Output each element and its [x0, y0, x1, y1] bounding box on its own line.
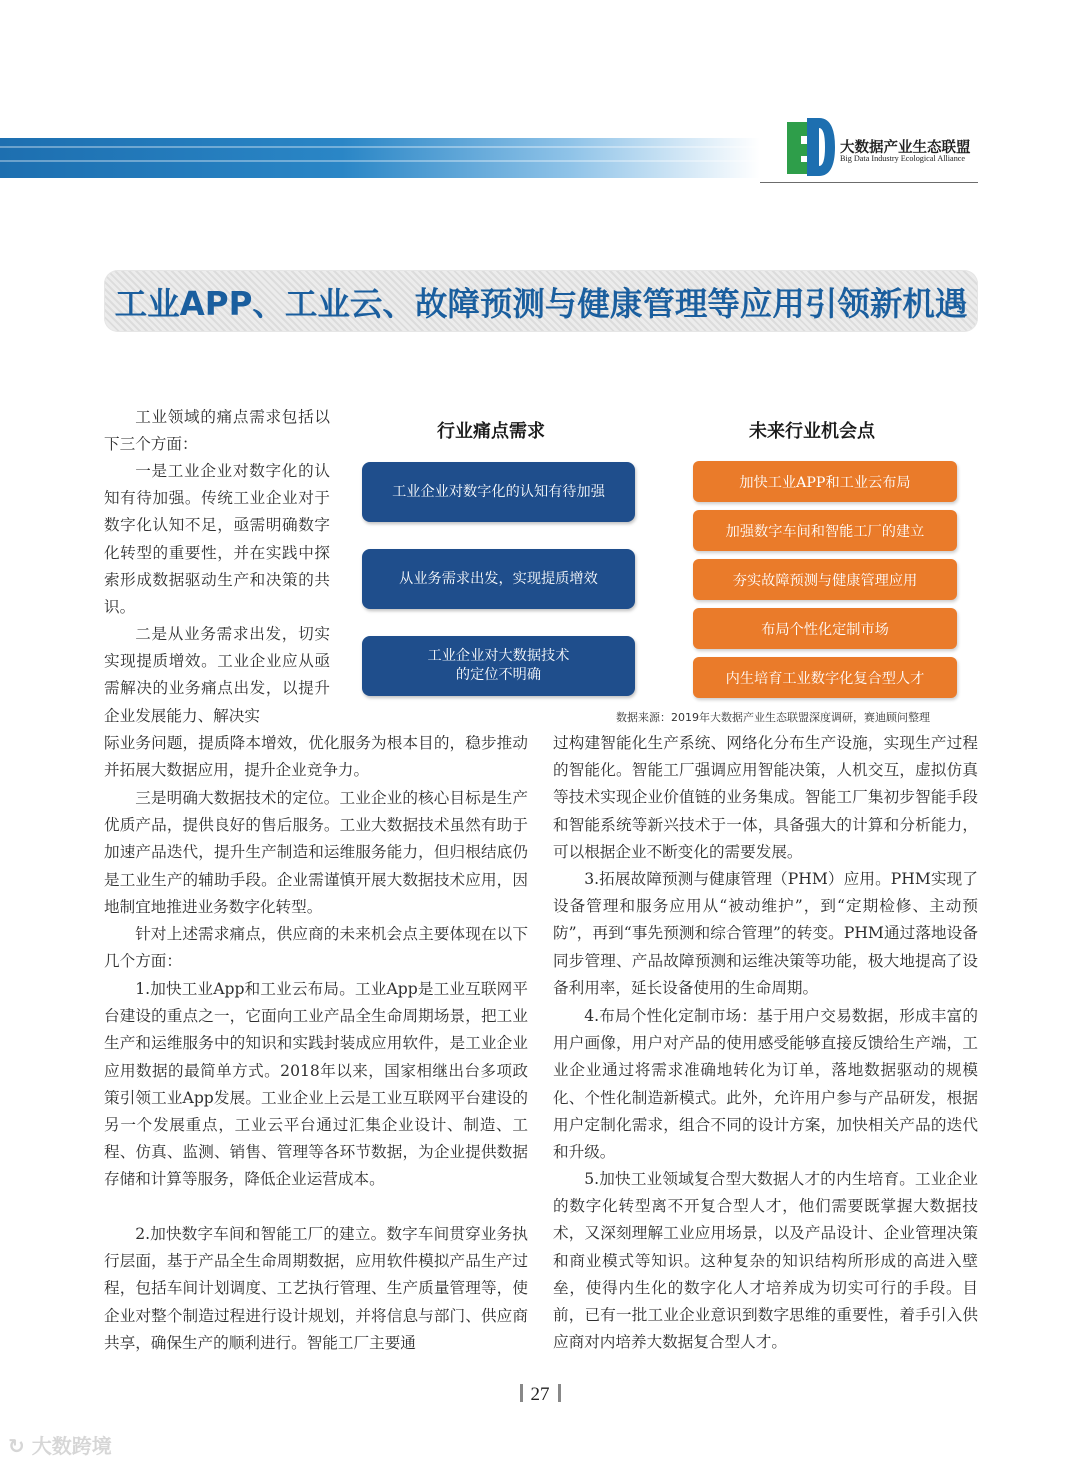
pain-point-box [362, 549, 635, 609]
opportunity-box [693, 461, 957, 502]
opportunity-box [693, 608, 957, 649]
org-name-en: Big Data Industry Ecological Alliance [840, 154, 966, 163]
body-paragraph: 4.布局个性化定制市场：基于用户交易数据，形成丰富的用户画像，用户对产品的使用感受能够直接反馈给生产端，工业企业通过将需求准确地转化为订单，落地数据驱动的规模化、个性化制造新模式。此外，允许用户参与产品研发，根据用户定制化需求，组合不同的设计方案，加快相关产品的迭代和升级。 [553, 1007, 978, 1162]
opportunity-box [693, 657, 957, 698]
page-number [503, 1384, 577, 1406]
pain-point-label: 的定位不明确 [455, 667, 542, 683]
opportunity-box [693, 559, 957, 600]
body-paragraph: 过构建智能化生产系统、网络化分布生产设施，实现生产过程的智能化。智能工厂强调应用智能决策，人机交互，虚拟仿真等技术实现企业价值链的业务集成。智能工厂集初步智能手段和智能系统等新兴技术于一体，具备强大的计算和分析能力，可以根据企业不断变化的需要发展。 [553, 734, 978, 861]
page-number-value: 27 [530, 1384, 550, 1405]
opportunity-label: 加强数字车间和智能工厂的建立 [725, 523, 925, 540]
body-paragraph: 1.加快工业App和工业云布局。工业App是工业互联网平台建设的重点之一，它面向工业产品全生命周期场景，把工业生产和运维服务中的知识和实践封装成应用软件，是工业企业应用数据的最简单方式。2018年以来，国家相继出台多项政策引领工业App发展。工业企业上云是工业互联网平台建设的另一个发展重点，工业云平台通过汇集企业设计、制造、工程、仿真、监测、销售、管理等各环节数据，为企业提供数据存储和计算等服务，降低企业运营成本。 [104, 980, 528, 1189]
opportunity-label: 夯实故障预测与健康管理应用 [732, 572, 918, 589]
page-title: 工业APP、工业云、故障预测与健康管理等应用引领新机遇 [114, 285, 968, 323]
body-paragraph: 5.加快工业领域复合型大数据人才的内生培育。工业企业的数字化转型离不开复合型人才，他们需要既掌握大数据技术，又深刻理解工业应用场景，以及产品设计、企业管理决策和商业模式等知识。这种复杂的知识结构所形成的高进入壁垒，使得内生化的数字化人才培养成为切实可行的手段。目前，已有一批工业企业意识到数字思维的重要性，着手引入供应商对内培养大数据复合型人才。 [553, 1170, 978, 1352]
pain-point-label: 工业企业对大数据技术 [427, 648, 570, 664]
alliance-logo-icon [785, 118, 835, 178]
pain-point-label: 从业务需求出发，实现提质增效 [399, 570, 598, 587]
body-paragraph: 三是明确大数据技术的定位。工业企业的核心目标是生产优质产品，提供良好的售后服务。工业大数据技术虽然有助于加速产品迭代，提升生产制造和运维服务能力，但归根结底仍是工业生产的辅助手段。企业需谨慎开展大数据技术应用，因地制宜地推进业务数字化转型。 [104, 789, 528, 916]
watermark-icon: ↻ [8, 1434, 25, 1458]
figure-left-heading: 行业痛点需求 [437, 421, 545, 442]
title-banner [104, 270, 978, 332]
header-rule [760, 182, 978, 183]
pain-point-box [362, 462, 635, 522]
org-name-cn: 大数据产业生态联盟 [840, 140, 971, 156]
watermark [8, 1430, 112, 1459]
body-paragraph: 针对上述需求痛点，供应商的未来机会点主要体现在以下几个方面： [104, 925, 528, 971]
body-paragraph: 工业领域的痛点需求包括以下三个方面： [104, 408, 330, 454]
body-paragraph: 2.加快数字车间和智能工厂的建立。数字车间贯穿业务执行层面，基于产品全生命周期数据，应用软件模拟产品生产过程，包括车间计划调度、工艺执行管理、生产质量管理等，使企业对整个制造过程进行设计规划，并将信息与部门、供应商共享，确保生产的顺利进行。智能工厂主要通 [104, 1225, 528, 1352]
body-paragraph: 际业务问题，提质降本增效，优化服务为根本目的，稳步推动并拓展大数据应用，提升企业竞争力。 [104, 734, 528, 780]
figure-right-heading: 未来行业机会点 [749, 421, 875, 442]
watermark-text: 大数跨境 [31, 1434, 112, 1458]
opportunity-label: 内生培育工业数字化复合型人才 [725, 670, 925, 687]
body-paragraph: 3.拓展故障预测与健康管理（PHM）应用。PHM实现了设备管理和服务应用从“被动维护”，到“定期检修、主动预防”，再到“事先预测和综合管理”的转变。PHM通过落地设备同步管理、产品故障预测和运维决策等功能，极大地提高了设备利用率，延长设备使用的生命周期。 [553, 870, 978, 997]
figure-source: 数据来源：2019年大数据产业生态联盟深度调研，赛迪顾问整理 [616, 711, 930, 724]
pain-point-box [362, 636, 635, 696]
pain-point-label: 工业企业对数字化的认知有待加强 [392, 483, 605, 500]
body-paragraph: 一是工业企业对数字化的认知有待加强。传统工业企业对于数字化认知不足，亟需明确数字化转型的重要性，并在实践中探索形成数据驱动生产和决策的共识。 [104, 462, 330, 617]
header-band [0, 138, 760, 178]
opportunity-box [693, 510, 957, 551]
opportunity-label: 布局个性化定制市场 [761, 621, 889, 638]
opportunity-label: 加快工业APP和工业云布局 [739, 474, 911, 491]
body-paragraph: 二是从业务需求出发，切实实现提质增效。工业企业应从亟需解决的业务痛点出发，以提升企业发展能力、解决实 [104, 625, 330, 725]
